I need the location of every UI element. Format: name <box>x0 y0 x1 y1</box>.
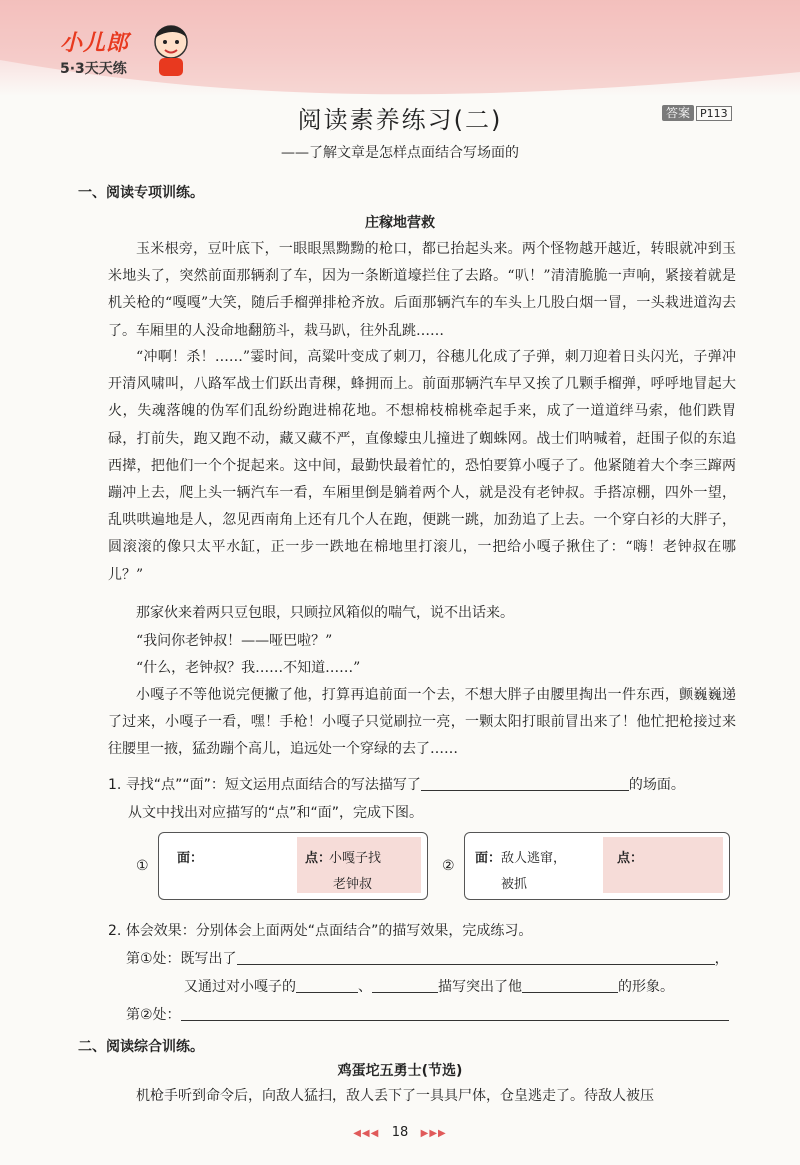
line-text: ， <box>714 951 729 967</box>
brand-logo <box>60 26 129 78</box>
passage-paragraph: 小嘎子不等他说完便撇了他，打算再追前面一个去，不想大胖子由腰里掏出一件东西，颤巍巍递了过来，小嘎子一看，嘿！手枪！小嘎子只觉刷拉一亮，一颗太阳打眼前冒出来了！他忙把枪接过来往腰里一掖，猛劲蹦个高儿，追远处一个穿绿的去了…… <box>108 687 736 758</box>
line-text: 描写突出了他 <box>438 979 522 995</box>
question-1-instruction: 从文中找出对应描写的“点”和“面”，完成下图。 <box>128 805 424 821</box>
face-text: 被抓 <box>501 877 528 892</box>
answer-blank[interactable] <box>237 950 715 965</box>
question-2 <box>108 920 532 940</box>
logo-subtext: 5·3天天练 <box>60 61 127 77</box>
question-number: 1. <box>108 777 122 793</box>
page-number: 18 <box>391 1125 409 1140</box>
section1-heading: 一、阅读专项训练。 <box>78 185 204 201</box>
passage-paragraph: 那家伙来着两只豆包眼，只顾拉风箱似的喘气，说不出话来。 <box>136 605 514 621</box>
passage-paragraph: 机枪手听到命令后，向敌人猛扫，敌人丢下了一具具尸体，仓皇逃走了。待敌人被压 <box>136 1088 654 1104</box>
question-1 <box>108 774 685 794</box>
right-arrows-icon: ▶▶▶ <box>420 1128 447 1139</box>
logo-text: 小儿郎 <box>60 31 130 56</box>
answer-blank[interactable] <box>372 978 438 993</box>
line-text: 的形象。 <box>618 979 674 995</box>
left-arrows-icon: ◀◀◀ <box>353 1128 380 1139</box>
point-text: 老钟叔 <box>333 877 373 892</box>
face-text: 敌人逃窜， <box>501 851 567 866</box>
passage-paragraph: 玉米根旁，豆叶底下，一眼眼黑黝黝的枪口，都已抬起头来。两个怪物越开越近，转眼就冲到玉米地头了，突然前面那辆刹了车，因为一条断道壕拦住了去路。“叭！”清清脆脆一声响，紧接着就是机关枪的“嘎嘎”大笑，随后手榴弹排枪齐放。后面那辆汽车的车头上几股白烟一冒，一头栽进道沟去了。车厢里的人没命地翻筋斗，栽马趴，往外乱跳…… <box>108 241 736 339</box>
mascot-icon <box>148 18 194 78</box>
passage-paragraph: “什么，老钟叔？我……不知道……” <box>136 660 361 676</box>
line-text: 第②处： <box>126 1007 181 1023</box>
point-text: 小嘎子找 <box>329 851 382 866</box>
passage2-title: 鸡蛋坨五勇士(节选) <box>337 1063 463 1079</box>
point-label: 点： <box>305 851 332 866</box>
answer-blank[interactable] <box>421 776 629 791</box>
point-face-box-2 <box>464 832 730 900</box>
passage1-title: 庄稼地营救 <box>365 215 435 231</box>
line-text: 又通过对小嘎子的 <box>184 979 296 995</box>
face-label: 面： <box>177 851 204 866</box>
box-number: ① <box>136 858 149 874</box>
section2-heading: 二、阅读综合训练。 <box>78 1039 204 1055</box>
answer-blank[interactable] <box>522 978 618 993</box>
page-subtitle: ——了解文章是怎样点面结合写场面的 <box>281 145 519 161</box>
question-number: 2. <box>108 923 122 939</box>
passage-paragraph: “我问你老钟叔！——哑巴啦？” <box>136 633 333 649</box>
line-text: 第①处：既写出了 <box>126 951 237 967</box>
passage-paragraph: “冲啊！杀！……”霎时间，高粱叶变成了刺刀，谷穗儿化成了子弹，刺刀迎着日头闪光，子弹冲开清风啸叫，八路军战士们跃出青稞，蜂拥而上。前面那辆汽车早又挨了几颗手榴弹，呼呼地冒起大火，失魂落魄的伪军们乱纷纷跑进棉花地。不想棉枝棉桃牵起手来，成了一道道绊马索，他们跌胃碌，打前失，跑又跑不动，藏又藏不严，直像蠓虫儿撞进了蜘蛛网。战士们呐喊着，赶围子似的东追西撵，把他们一个个捉起来。这中间，最勤快最着忙的，恐怕要算小嘎子了。他紧随着大个李三蹿两蹦冲上去，爬上头一辆汽车一看，车厢里倒是躺着两个人，就是没有老钟叔。手搭凉棚，四外一望，乱哄哄遍地是人，忽见西南角上还有几个人在跑，便跳一跳，加劲追了上去。一个穿白衫的大胖子，圆滚滚的像只太平水缸，正一步一跌地在棉地里打滚儿，一把给小嘎子揪住了：“嗨！老钟叔在哪儿？” <box>108 349 736 583</box>
answer-tag: 答案 <box>662 105 694 121</box>
answer-page: P113 <box>696 106 732 121</box>
question-2-line-2 <box>184 976 674 996</box>
line-text: 、 <box>358 979 372 995</box>
point-label: 点： <box>617 851 644 866</box>
page-title: 阅读素养练习(二) <box>297 106 503 134</box>
answer-reference <box>662 104 732 121</box>
answer-blank[interactable] <box>296 978 358 993</box>
answer-blank[interactable] <box>181 1006 729 1021</box>
page-footer <box>0 1125 800 1140</box>
point-face-box-1 <box>158 832 428 900</box>
question-text: 寻找“点”“面”：短文运用点面结合的写法描写了 <box>125 777 421 793</box>
question-text: 体会效果：分别体会上面两处“点面结合”的描写效果，完成练习。 <box>125 923 533 939</box>
question-text-tail: 的场面。 <box>628 777 685 793</box>
box-number: ② <box>442 858 455 874</box>
face-label: 面： <box>475 851 502 866</box>
question-2-line-1 <box>126 948 729 968</box>
question-2-line-3 <box>126 1004 729 1024</box>
